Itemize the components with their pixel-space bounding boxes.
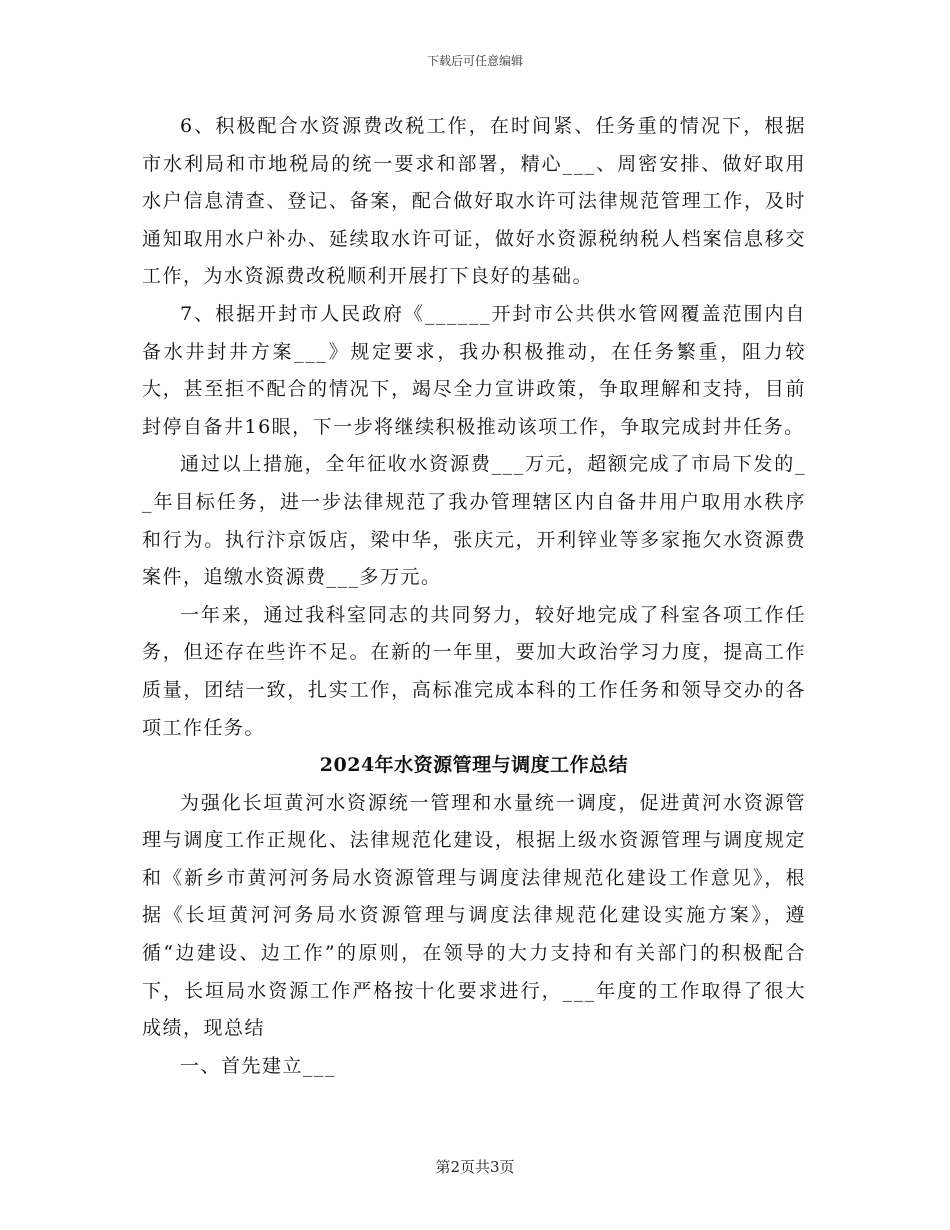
- paragraph-item-7: 7、根据开封市人民政府《______开封市公共供水管网覆盖范围内自备水井封井方案___》规定要求，我办积极推动，在任务繁重，阻力较大，甚至拒不配合的情况下，竭尽全力宣讲政策，争取理解和支持，目前封停自备井16眼，下一步将继续积极推动该项工作，争取完成封井任务。: [142, 302, 806, 438]
- section-title: 2024年水资源管理与调度工作总结: [319, 754, 629, 777]
- paragraph-section-heading-one: 一、首先建立___: [180, 1054, 337, 1077]
- paragraph-item-6: 6、积极配合水资源费改税工作，在时间紧、任务重的情况下，根据市水利局和市地税局的统一要求和部署，精心___、周密安排、做好取用水户信息清查、登记、备案，配合做好取水许可法律规范管理工作，及时通知取用水户补办、延续取水许可证，做好水资源税纳税人档案信息移交工作，为水资源费改税顺利开展打下良好的基础。: [142, 115, 806, 288]
- page-header: 下载后可任意编辑: [426, 54, 523, 68]
- paragraph-measures-summary: 通过以上措施，全年征收水资源费___万元，超额完成了市局下发的__年目标任务，进一步法律规范了我办管理辖区内自备井用户取用水秩序和行为。执行汴京饭店，梁中华，张庆元，开利锌业等多家拖欠水资源费案件，追缴水资源费___多万元。: [142, 453, 806, 589]
- paragraph-year-summary: 一年来，通过我科室同志的共同努力，较好地完成了科室各项工作任务，但还存在些许不足。在新的一年里，要加大政治学习力度，提高工作质量，团结一致，扎实工作，高标准完成本科的工作任务和领导交办的各项工作任务。: [142, 603, 806, 739]
- document-body: [142, 108, 806, 1085]
- page-footer: 第2页共3页: [435, 1158, 515, 1176]
- paragraph-section-intro: 为强化长垣黄河水资源统一管理和水量统一调度，促进黄河水资源管理与调度工作正规化、法律规范化建设，根据上级水资源管理与调度规定和《新乡市黄河河务局水资源管理与调度法律规范化建设工作意见》，根据《长垣黄河河务局水资源管理与调度法律规范化建设实施方案》，遵循“边建设、边工作”的原则，在领导的大力支持和有关部门的积极配合下，长垣局水资源工作严格按十化要求进行，___年度的工作取得了很大成绩，现总结: [142, 791, 806, 1040]
